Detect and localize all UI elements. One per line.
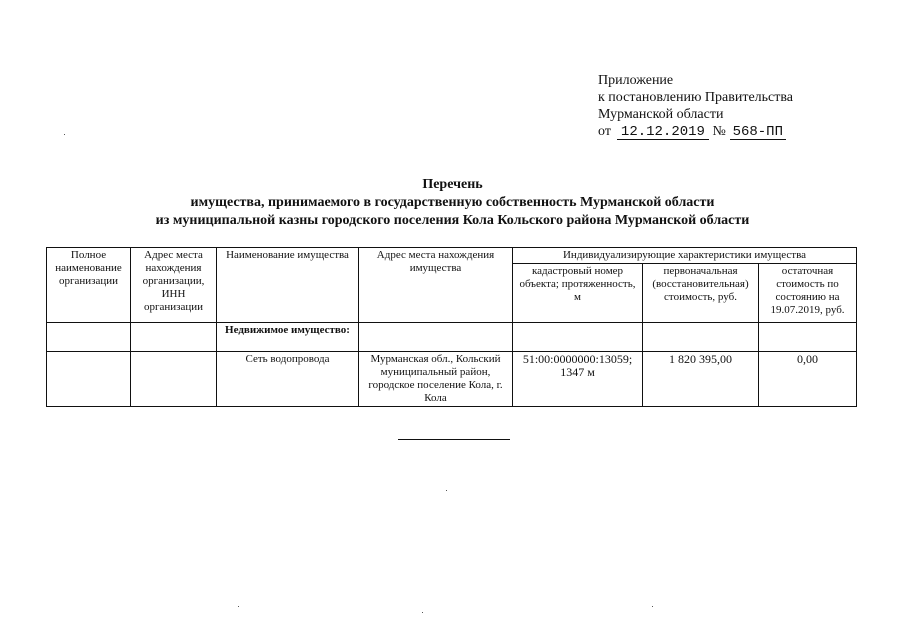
section-row [47,323,857,352]
scan-speck [422,612,423,613]
scan-speck [652,606,653,607]
header-org-address: Адрес места нахождения организации, ИНН организации [131,248,217,323]
scan-speck [238,606,239,607]
end-divider [398,439,510,440]
header-cadastral: кадастровый номер объекта; протяженность, м [513,264,643,323]
appendix-date-line [598,123,793,140]
number-label: № [712,124,726,139]
cell-property-name: Сеть водопровода [217,352,359,407]
scan-speck [446,490,447,491]
scan-speck [64,134,65,135]
title-line-3: из муниципальной казны городского поселения Кола Кольского района Мурманской области [155,213,750,228]
header-property-address: Адрес места нахождения имущества [359,248,513,323]
resolution-number: 568-ПП [730,125,786,140]
header-org-name: Полное наименование организации [47,248,131,323]
cell-cadastral: 51:00:0000000:13059; 1347 м [513,352,643,407]
table-row [47,352,857,407]
cell-initial-cost: 1 820 395,00 [643,352,759,407]
section-label: Недвижимое имущество: [217,323,359,352]
header-individual: Индивидуализирующие характеристики имущества [513,248,857,264]
title-line-1: Перечень [422,177,483,192]
title-line-2: имущества, принимаемого в государственную собственность Мурманской области [190,195,715,210]
header-residual-cost: остаточная стоимость по состоянию на 19.07.2019, руб. [759,264,857,323]
from-label: от [598,124,611,139]
cell-org-name [47,352,131,407]
property-table [46,247,857,407]
cell-property-address: Мурманская обл., Кольский муниципальный район, городское поселение Кола, г. Кола [359,352,513,407]
header-property-name: Наименование имущества [217,248,359,323]
table-header-row [47,248,857,264]
cell-org-address [131,352,217,407]
document-title [0,176,905,230]
resolution-date: 12.12.2019 [617,125,709,140]
appendix-line-3: Мурманской области [598,107,724,122]
appendix-line-1: Приложение [598,73,674,88]
cell-residual-cost: 0,00 [759,352,857,407]
appendix-line-2: к постановлению Правительства [598,90,794,105]
appendix-block [598,72,793,140]
header-initial-cost: первоначальная (восстановительная) стоимость, руб. [643,264,759,323]
